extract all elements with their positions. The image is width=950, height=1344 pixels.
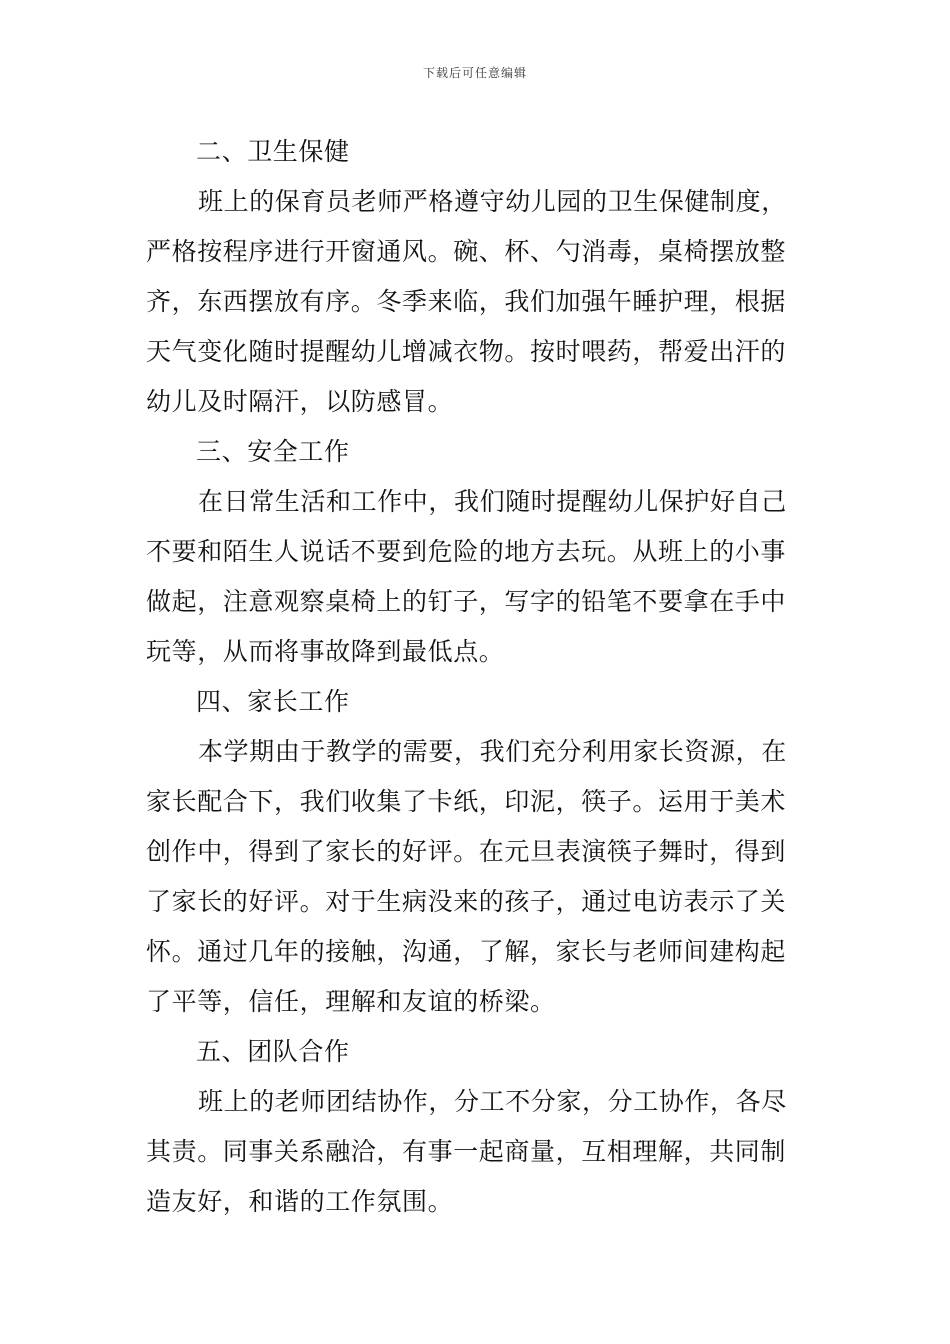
- paragraph-line: 其责。同事关系融洽，有事一起商量，互相理解，共同制: [146, 1137, 787, 1166]
- paragraph-line: 班上的老师团结协作，分工不分家，分工协作，各尽: [198, 1087, 787, 1116]
- paragraph-line: 了家长的好评。对于生病没来的孩子，通过电访表示了关: [146, 887, 787, 916]
- paragraph-line: 家长配合下，我们收集了卡纸，印泥，筷子。运用于美术: [146, 787, 787, 816]
- section-safety: [146, 427, 806, 677]
- paragraph-line: 严格按程序进行开窗通风。碗、杯、勺消毒，桌椅摆放整: [146, 237, 787, 266]
- paragraph-line: 幼儿及时隔汗，以防感冒。: [146, 387, 454, 416]
- section-teamwork: [146, 1027, 806, 1227]
- page-header: 下载后可任意编辑: [422, 66, 527, 80]
- paragraph-line: 齐，东西摆放有序。冬季来临，我们加强午睡护理，根据: [146, 287, 787, 316]
- section-heading: 四、家长工作: [196, 687, 350, 716]
- paragraph-line: 玩等，从而将事故降到最低点。: [146, 637, 505, 666]
- paragraph-line: 创作中，得到了家长的好评。在元旦表演筷子舞时，得到: [146, 837, 787, 866]
- paragraph-line: 本学期由于教学的需要，我们充分利用家长资源，在: [198, 737, 787, 766]
- paragraph-line: 了平等，信任，理解和友谊的桥梁。: [146, 987, 556, 1016]
- paragraph-line: 在日常生活和工作中，我们随时提醒幼儿保护好自己: [198, 487, 787, 516]
- paragraph-line: 怀。通过几年的接触，沟通，了解，家长与老师间建构起: [146, 937, 787, 966]
- paragraph-line: 天气变化随时提醒幼儿增减衣物。按时喂药，帮爱出汗的: [146, 337, 787, 366]
- section-heading: 三、安全工作: [196, 437, 350, 466]
- section-parents: [146, 677, 806, 1027]
- paragraph-line: 做起，注意观察桌椅上的钉子，写字的铅笔不要拿在手中: [146, 587, 787, 616]
- document-body: [146, 127, 806, 1227]
- section-heading: 二、卫生保健: [196, 137, 350, 166]
- paragraph-line: 不要和陌生人说话不要到危险的地方去玩。从班上的小事: [146, 537, 787, 566]
- paragraph-line: 造友好，和谐的工作氛围。: [146, 1187, 454, 1216]
- paragraph-line: 班上的保育员老师严格遵守幼儿园的卫生保健制度，: [198, 187, 787, 216]
- section-heading: 五、团队合作: [196, 1037, 350, 1066]
- section-hygiene: [146, 127, 806, 427]
